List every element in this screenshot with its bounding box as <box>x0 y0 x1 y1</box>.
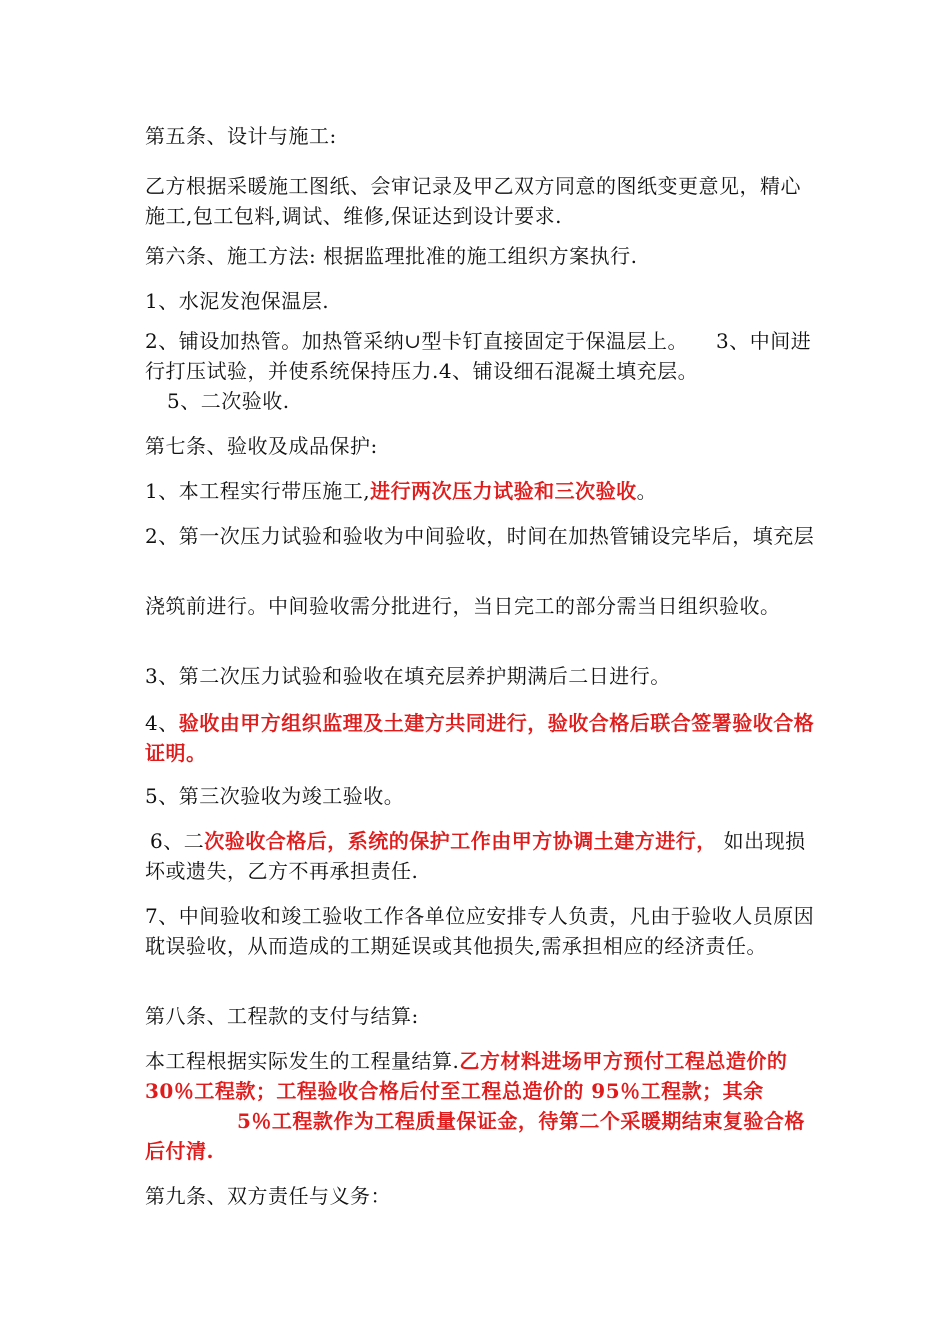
acceptance-item-1 <box>145 476 815 506</box>
acceptance-item-6-highlight: 次验收合格后，系统的保护工作由甲方协调土建方进行， <box>204 829 717 853</box>
acceptance-item-2: 2、第一次压力试验和验收为中间验收，时间在加热管铺设完毕后，填充层 <box>145 524 815 548</box>
acceptance-item-2-cont: 浇筑前进行。中间验收需分批进行，当日完工的部分需当日组织验收。 <box>145 594 781 618</box>
article-8-payment-terms: 乙方材料进场甲方预付工程总造价的 30％工程款；工程验收合格后付至工程总造价的 95％工程款；其余 <box>145 1049 788 1103</box>
method-items-2-5 <box>145 326 815 416</box>
article-8-heading: 第八条、工程款的支付与结算: <box>145 1004 419 1028</box>
acceptance-item-6 <box>145 826 815 886</box>
acceptance-item-3: 3、第二次压力试验和验收在填充层养护期满后二日进行。 <box>145 664 671 688</box>
method-items-3-4: 3、中间进行打压试验，并使系统保持压力.4、铺设细石混凝土填充层。 <box>145 329 812 383</box>
acceptance-item-4 <box>145 708 815 768</box>
acceptance-item-1-text: 1、本工程实行带压施工, <box>145 479 371 503</box>
article-8-body-text: 本工程根据实际发生的工程量结算. <box>145 1049 460 1073</box>
acceptance-item-4-highlight: 验收由甲方组织监理及土建方共同进行，验收合格后联合签署验收合格证明。 <box>145 711 815 765</box>
article-5-heading: 第五条、设计与施工: <box>145 124 337 148</box>
acceptance-item-1-end: 。 <box>636 479 658 503</box>
article-8-warranty-terms: 5％工程款作为工程质量保证金，待第二个采暖期结束复验合格后付清. <box>145 1109 805 1163</box>
acceptance-item-4-num: 4、 <box>145 711 179 735</box>
article-7-heading: 第七条、验收及成品保护: <box>145 434 378 458</box>
acceptance-item-1-highlight: 进行两次压力试验和三次验收 <box>370 479 637 503</box>
method-item-5: 5、二次验收. <box>167 389 290 413</box>
article-9-heading: 第九条、双方责任与义务： <box>145 1184 391 1208</box>
article-5-body: 乙方根据采暖施工图纸、会审记录及甲乙双方同意的图纸变更意见，精心施工,包工包料,调试、维修,保证达到设计要求. <box>145 174 801 228</box>
method-item-1: 1、水泥发泡保温层. <box>145 289 330 313</box>
acceptance-item-6-rest: 如出现损坏或遗失，乙方不再承担责任. <box>145 829 806 883</box>
article-6-heading: 第六条、施工方法: 根据监理批准的施工组织方案执行. <box>145 244 638 268</box>
article-8-body <box>145 1046 815 1166</box>
method-item-2: 2、铺设加热管。加热管采纳∪型卡钉直接固定于保温层上。 <box>145 329 688 353</box>
acceptance-item-5: 5、第三次验收为竣工验收。 <box>145 784 405 808</box>
acceptance-item-6-num: 6、二 <box>150 829 205 853</box>
acceptance-item-7: 7、中间验收和竣工验收工作各单位应安排专人负责，凡由于验收人员原因耽误验收，从而造成的工期延误或其他损失,需承担相应的经济责任。 <box>145 904 815 958</box>
